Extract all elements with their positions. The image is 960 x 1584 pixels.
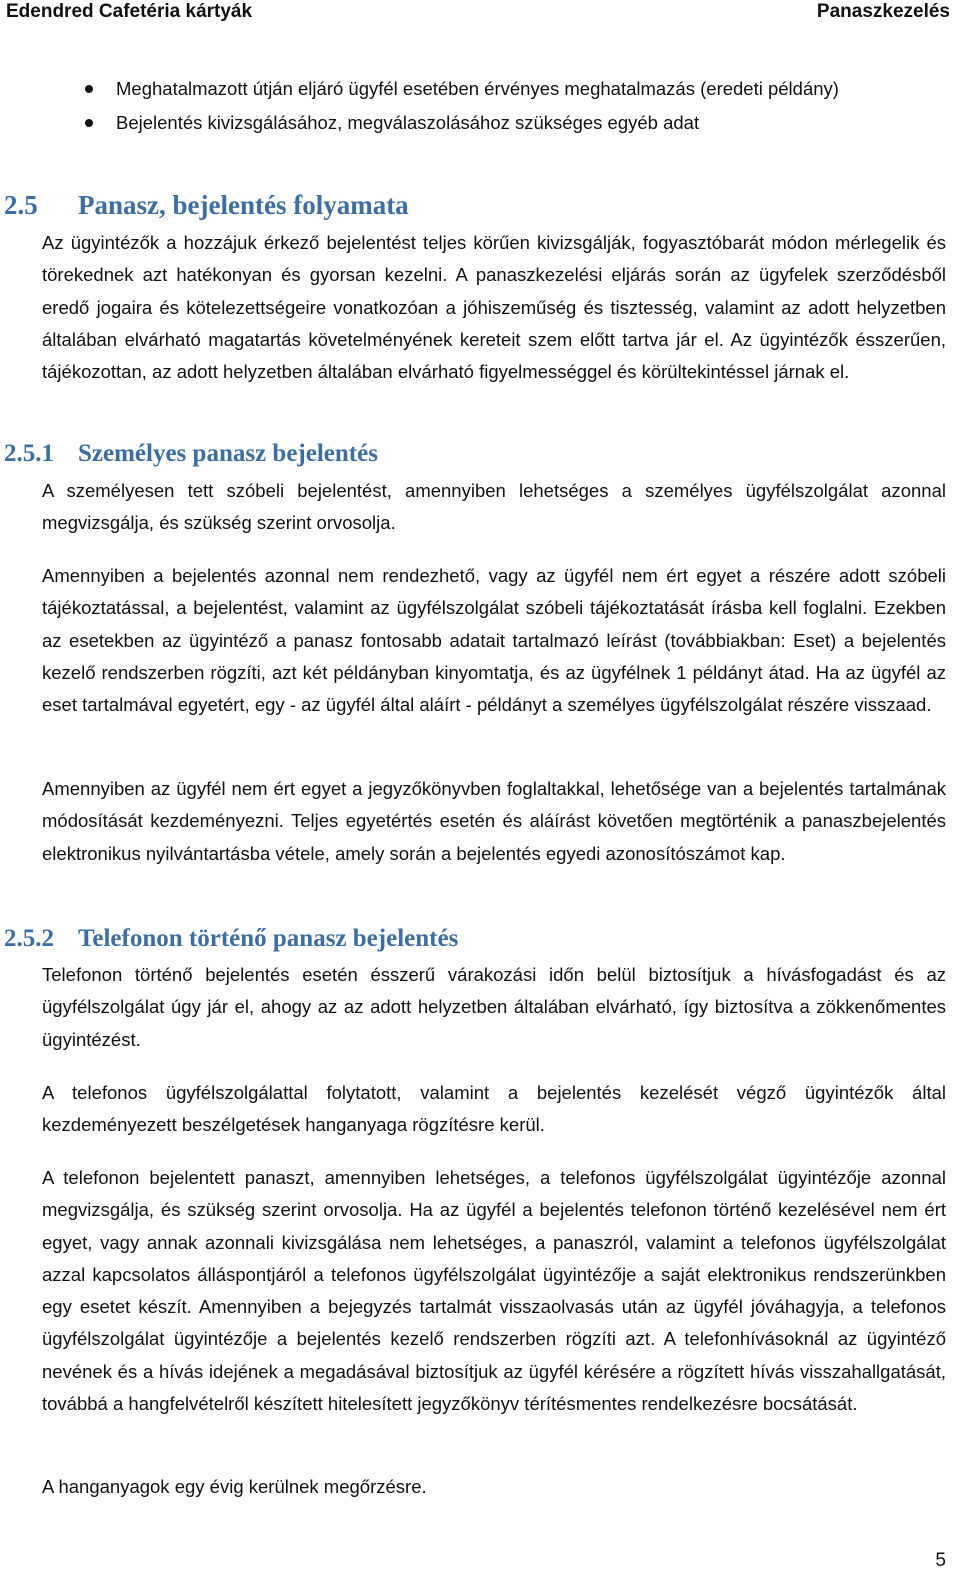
section-number: 2.5.1 — [4, 440, 54, 467]
page-number: 5 — [935, 1550, 946, 1571]
list-item — [0, 106, 960, 140]
paragraph: Az ügyintézők a hozzájuk érkező bejelentést teljes körűen kivizsgálják, fogyasztóbarát módon mérlegelik és törekednek azt hatékonyan és gyorsan kezelni. A panaszkezelési eljárás során az ügyfelek szerződésből eredő jogaira és kötelezettségeire vonatkozóan a jóhiszeműség és tisztesség, valamint az adott helyzetben általában elvárható magatartás követelményének kereteit szem előtt tartva jár el. Az ügyintézők ésszerűen, tájékozottan, az adott helyzetben általában elvárható figyelmességgel és körültekintéssel járnak el. — [42, 232, 946, 383]
bullet-icon — [85, 85, 93, 93]
section-title: Panaszkezelés — [816, 1, 950, 22]
section-number: 2.5 — [4, 190, 38, 220]
list-item-text: Bejelentés kivizsgálásához, megválaszolásához szükséges egyéb adat — [116, 112, 700, 133]
document-title: Edendred Cafetéria kártyák — [6, 1, 253, 22]
bullet-list — [0, 72, 960, 140]
page-header — [6, 0, 954, 26]
bullet-icon — [85, 119, 93, 127]
list-item — [0, 72, 960, 106]
section-heading-title: Telefonon történő panasz bejelentés — [78, 925, 459, 952]
paragraph: A hanganyagok egy évig kerülnek megőrzésre. — [42, 1476, 427, 1497]
section-heading-title: Személyes panasz bejelentés — [78, 440, 378, 467]
paragraph: A személyesen tett szóbeli bejelentést, amennyiben lehetséges a személyes ügyfélszolgálat azonnal megvizsgálja, és szükség szerint orvosolja. — [42, 480, 946, 534]
section-heading-title: Panasz, bejelentés folyamata — [78, 190, 409, 220]
paragraph: A telefonos ügyfélszolgálattal folytatott, valamint a bejelentés kezelését végző ügyintézők által kezdeményezett beszélgetések hanganyaga rögzítésre kerül. — [42, 1082, 946, 1136]
section-number: 2.5.2 — [4, 925, 54, 952]
paragraph: Amennyiben az ügyfél nem ért egyet a jegyzőkönyvben foglaltakkal, lehetősége van a bejelentés tartalmának módosítását kezdeményezni. Teljes egyetértés esetén és aláírást követően megtörténik a panaszbejelentés elektronikus nyilvántartásba vétele, amely során a bejelentés egyedi azonosítószámot kap. — [42, 778, 946, 864]
list-item-text: Meghatalmazott útján eljáró ügyfél esetében érvényes meghatalmazás (eredeti példány) — [116, 78, 839, 99]
paragraph: A telefonon bejelentett panaszt, amennyiben lehetséges, a telefonos ügyfélszolgálat ügyintézője azonnal megvizsgálja, és szükség szerint orvosolja. Ha az ügyfél a bejelentés telefonon történő kezelésével nem ért egyet, vagy annak azonnali kivizsgálása nem lehetséges, a panaszról, valamint a telefonos ügyfélszolgálat azzal kapcsolatos álláspontjáról a telefonos ügyfélszolgálat ügyintézője a saját elektronikus rendszerünkben egy esetet készít. Amennyiben a bejegyzés tartalmát visszaolvasás után az ügyfél jóváhagyja, a telefonos ügyfélszolgálat ügyintézője a bejelentés kezelő rendszerben rögzíti azt. A telefonhívásoknál az ügyintéző nevének és a hívás idejének a megadásával biztosítjuk az ügyfél kérésére a rögzített hívás visszahallgatását, továbbá a hangfelvételről készített hitelesített jegyzőkönyv térítésmentes rendelkezésre bocsátását. — [42, 1167, 946, 1415]
section-heading-2-5-2 — [4, 925, 458, 953]
paragraph: Amennyiben a bejelentés azonnal nem rendezhető, vagy az ügyfél nem ért egyet a részére adott szóbeli tájékoztatással, a bejelentést, valamint az ügyfélszolgálat szóbeli tájékoztatását írásba kell foglalni. Ezekben az esetekben az ügyintéző a panasz fontosabb adatait tartalmazó leírást (továbbiakban: Eset) a bejelentés kezelő rendszerben rögzíti, azt két példányban kinyomtatja, és az ügyfélnek 1 példányt átad. Ha az ügyfél az eset tartalmával egyetért, egy - az ügyfél által aláírt - példányt a személyes ügyfélszolgálat részére visszaad. — [42, 565, 946, 716]
section-heading-2-5 — [4, 190, 409, 221]
paragraph: Telefonon történő bejelentés esetén ésszerű várakozási időn belül biztosítjuk a hívásfogadást és az ügyfélszolgálat úgy jár el, ahogy az az adott helyzetben általában elvárható, így biztosítva a zökkenőmentes ügyintézést. — [42, 964, 946, 1050]
section-heading-2-5-1 — [4, 440, 378, 468]
